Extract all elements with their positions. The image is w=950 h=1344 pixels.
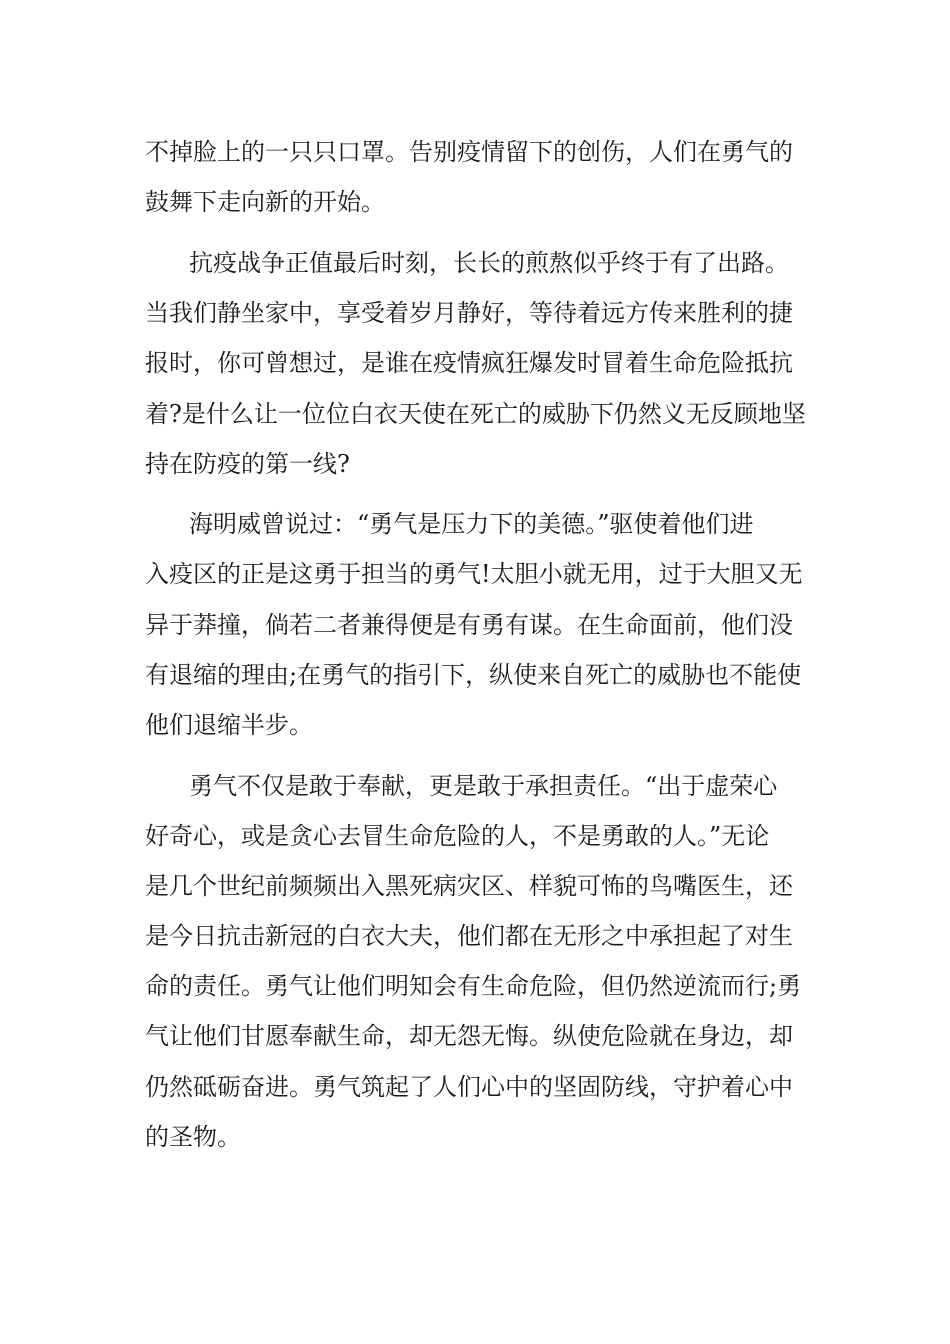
paragraph-4-line-1: 勇气不仅是敢于奉献，更是敢于承担责任。“出于虚荣心 (189, 772, 778, 800)
paragraph-3-line-3: 异于莽撞，倘若二者兼得便是有勇有谋。在生命面前，他们没 (145, 611, 793, 639)
paragraph-4-line-5: 命的责任。勇气让他们明知会有生命危险，但仍然逆流而行;勇 (145, 972, 802, 1000)
paragraph-3-line-5: 他们退缩半步。 (145, 711, 313, 739)
paragraph-4-line-4: 是今日抗击新冠的白衣大夫，他们都在无形之中承担起了对生 (145, 922, 793, 950)
paragraph-2-line-5: 持在防疫的第一线? (145, 450, 350, 478)
paragraph-2-line-3: 报时，你可曾想过，是谁在疫情疯狂爆发时冒着生命危险抵抗 (145, 349, 793, 377)
paragraph-3-line-4: 有退缩的理由;在勇气的指引下，纵使来自死亡的威胁也不能使 (145, 661, 802, 689)
paragraph-2-line-2: 当我们静坐家中，享受着岁月静好，等待着远方传来胜利的捷 (145, 299, 793, 327)
paragraph-2-line-1: 抗疫战争正值最后时刻，长长的煎熬似乎终于有了出路。 (189, 249, 789, 277)
paragraph-1-line-1: 不掉脸上的一只只口罩。告别疫情留下的创伤，人们在勇气的 (145, 138, 793, 166)
paragraph-3-line-1: 海明威曾说过：“勇气是压力下的美德。”驱使着他们进 (189, 510, 754, 538)
paragraph-4-line-2: 好奇心，或是贪心去冒生命危险的人，不是勇敢的人。”无论 (145, 822, 770, 850)
paragraph-4-line-3: 是几个世纪前频频出入黑死病灾区、样貌可怖的鸟嘴医生，还 (145, 872, 793, 900)
paragraph-4-line-6: 气让他们甘愿奉献生命，却无怨无悔。纵使危险就在身边，却 (145, 1022, 793, 1050)
paragraph-2-line-4: 着?是什么让一位位白衣天使在死亡的威胁下仍然义无反顾地坚 (145, 400, 806, 428)
paragraph-4-line-7: 仍然砥砺奋进。勇气筑起了人们心中的坚固防线，守护着心中 (145, 1073, 793, 1101)
paragraph-4-line-8: 的圣物。 (145, 1123, 241, 1151)
paragraph-3-line-2: 入疫区的正是这勇于担当的勇气!太胆小就无用，过于大胆又无 (145, 560, 803, 588)
paragraph-1-line-2: 鼓舞下走向新的开始。 (145, 188, 385, 216)
